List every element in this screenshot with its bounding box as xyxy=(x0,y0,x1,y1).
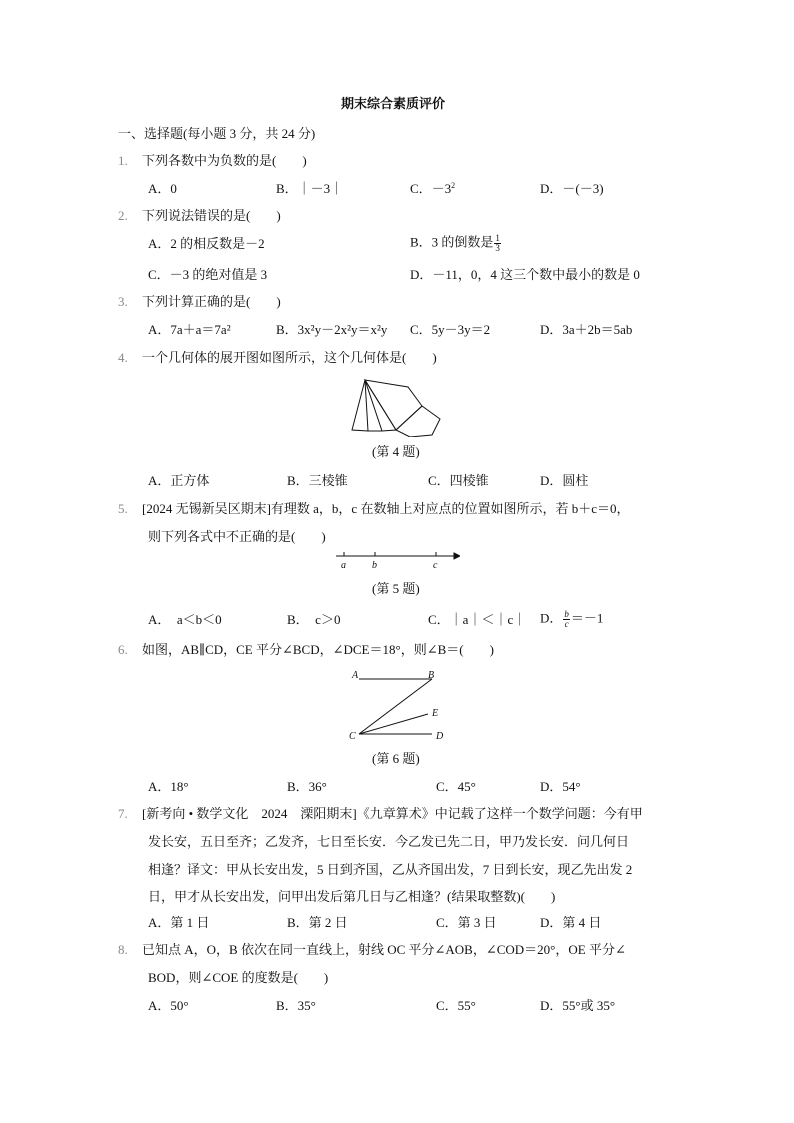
page-title: 期末综合素质评价 xyxy=(341,97,446,112)
parallel-lines-figure xyxy=(344,666,454,744)
question-number: 6. xyxy=(118,642,128,657)
exponent: 2 xyxy=(451,181,456,190)
option-d: D．－(－3) xyxy=(540,181,604,196)
option-b-text: B．3 的倒数是 xyxy=(410,234,494,250)
question-stem-line: [新考向 • 数学文化 2024 溧阳期末]《九章算术》中记载了这样一个数学问题：今有甲 xyxy=(142,806,643,821)
option-c: C．5y－3y＝2 xyxy=(410,322,491,337)
arrow-icon xyxy=(454,553,460,559)
fraction: $\frac{b}{c}$ xyxy=(564,609,569,629)
section-heading: 一、选择题(每小题 3 分，共 24 分) xyxy=(118,126,316,141)
option-c: C．－3 的绝对值是 3 xyxy=(148,267,268,282)
question-stem: 下列说法错误的是( ) xyxy=(142,208,281,223)
figure-caption: (第 6 题) xyxy=(372,751,420,766)
option-c: C．55° xyxy=(436,998,476,1013)
point-label-c: c xyxy=(433,560,438,571)
pyramid-net-figure xyxy=(350,375,446,437)
option-d: D．55°或 35° xyxy=(540,998,616,1013)
question-stem-line: 日，甲才从长安出发，问甲出发后第几日与乙相逢？(结果取整数)( ) xyxy=(148,889,556,904)
point-label-a: A xyxy=(352,670,359,681)
option-d-suffix: ＝－1 xyxy=(570,610,604,626)
figure-caption: (第 4 题) xyxy=(372,444,420,459)
question-number: 7. xyxy=(118,806,128,821)
option-d: D．3a＋2b＝5ab xyxy=(540,322,633,337)
option-c: C．四棱锥 xyxy=(428,473,489,488)
option-d: D．54° xyxy=(540,779,581,794)
ray-ce xyxy=(359,714,428,734)
option-b: B．36° xyxy=(287,779,327,794)
option-a: A．正方体 xyxy=(148,473,210,488)
option-c xyxy=(410,181,455,197)
option-a: A．7a＋a＝7a² xyxy=(148,322,231,337)
question-stem-line: BOD，则∠COE 的度数是( ) xyxy=(148,970,329,985)
net-base-square xyxy=(396,406,440,437)
option-c: C．45° xyxy=(436,779,476,794)
question-number: 4. xyxy=(118,350,128,365)
option-b: B．35° xyxy=(276,998,316,1013)
option-c: C．第 3 日 xyxy=(436,915,497,930)
option-c-text: C．－3 xyxy=(410,181,452,196)
question-stem-line: 发长安，五日至齐；乙发齐，七日至长安．今乙发已先二日，甲乃发长安．问几何日 xyxy=(148,834,630,849)
segment-bc xyxy=(359,679,432,734)
question-stem: 如图，AB∥CD，CE 平分∠BCD，∠DCE＝18°，则∠B＝( ) xyxy=(142,642,494,657)
option-c: C．｜a｜＜｜c｜ xyxy=(428,612,527,627)
option-b xyxy=(410,234,502,253)
question-number: 5. xyxy=(118,501,128,516)
question-stem-line: [2024 无锡新吴区期末]有理数 a，b，c 在数轴上对应点的位置如图所示，若 b＋c＝0， xyxy=(142,501,630,516)
option-a: A．第 1 日 xyxy=(148,915,210,930)
question-number: 1. xyxy=(118,153,128,168)
option-a: A．18° xyxy=(148,779,189,794)
fraction: $\frac{1}{3}$ xyxy=(495,233,500,253)
question-stem: 下列各数中为负数的是( ) xyxy=(142,153,307,168)
option-b: B．第 2 日 xyxy=(287,915,348,930)
question-stem: 下列计算正确的是( ) xyxy=(142,294,281,309)
option-b: B．三棱锥 xyxy=(287,473,348,488)
figure-caption: (第 5 题) xyxy=(372,581,420,596)
option-a: A．50° xyxy=(148,998,189,1013)
question-number: 2. xyxy=(118,208,128,223)
question-stem-line: 已知点 A，O，B 依次在同一直线上，射线 OC 平分∠AOB，∠COD＝20°，OE 平分∠ xyxy=(142,942,626,957)
option-b: B． c＞0 xyxy=(287,612,341,627)
question-number: 3. xyxy=(118,294,128,309)
option-d: D．圆柱 xyxy=(540,473,589,488)
question-stem-line: 则下列各式中不正确的是( ) xyxy=(148,529,326,544)
question-stem: 一个几何体的展开图如图所示，这个几何体是( ) xyxy=(142,350,437,365)
option-d: D．第 4 日 xyxy=(540,915,602,930)
option-b: B．｜－3｜ xyxy=(276,181,344,196)
point-label-b: b xyxy=(372,560,377,571)
option-d-prefix: D． xyxy=(540,610,563,626)
option-b: B．3x²y－2x²y＝x²y xyxy=(276,322,388,337)
question-stem-line: 相逢？译文：甲从长安出发，5 日到齐国，乙从齐国出发，7 日到长安，现乙先出发 2 xyxy=(148,862,633,877)
point-label-d: D xyxy=(436,731,444,742)
option-d xyxy=(540,610,603,629)
number-line-figure xyxy=(336,550,460,572)
point-label-a: a xyxy=(341,560,346,571)
point-label-b: B xyxy=(428,670,435,681)
option-a: A． a＜b＜0 xyxy=(148,612,222,627)
point-label-e: E xyxy=(432,708,439,719)
point-label-c: C xyxy=(349,731,356,742)
option-d: D．－11，0，4 这三个数中最小的数是 0 xyxy=(410,267,640,282)
question-number: 8. xyxy=(118,942,128,957)
option-a: A．0 xyxy=(148,181,177,196)
option-a: A．2 的相反数是－2 xyxy=(148,236,265,251)
